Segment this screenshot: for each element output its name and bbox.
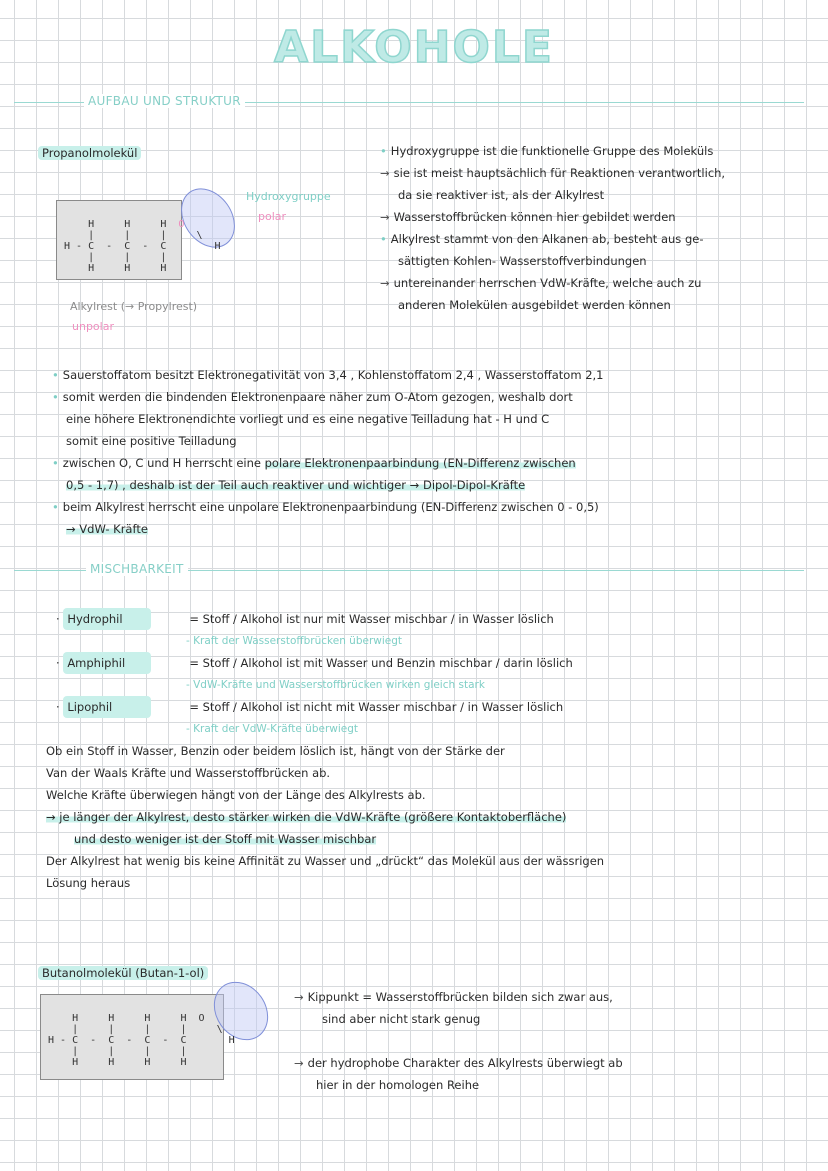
alkyl-rest-label: Alkylrest (→ Propylrest)	[70, 300, 198, 313]
body-line: somit eine positive Teilladung	[66, 434, 237, 448]
molecule-title-butanol: Butanolmolekül (Butan-1-ol)	[38, 962, 208, 984]
molecule-title-propanol: Propanolmolekül	[38, 142, 141, 164]
body-line: eine höhere Elektronendichte vorliegt und es eine negative Teilladung hat - H und C	[66, 412, 550, 426]
para-line: → je länger der Alkylrest, desto stärker wirken die VdW-Kräfte (größere Kontaktoberfläche)	[46, 810, 567, 824]
term-row-hydrophil: · Hydrophil = Stoff / Alkohol ist nur mit Wasser mischbar / in Wasser löslich	[56, 608, 816, 630]
para-line: Van der Waals Kräfte und Wasserstoffbrücken ab.	[46, 766, 331, 780]
term-note: - Kraft der Wasserstoffbrücken überwiegt	[186, 635, 403, 647]
term-row-lipophil: · Lipophil = Stoff / Alkohol ist nicht mit Wasser mischbar / in Wasser löslich	[56, 696, 816, 718]
hydroxy-group-label: Hydroxygruppe	[246, 190, 331, 203]
note-line: → untereinander herrschen VdW-Kräfte, welche auch zu	[380, 276, 702, 290]
note-line: da sie reaktiver ist, als der Alkylrest	[398, 188, 605, 202]
note-line: • Alkylrest stammt von den Alkanen ab, besteht aus ge-	[380, 232, 704, 246]
alkyl-unpolar-label: unpolar	[72, 320, 114, 333]
para-line: Welche Kräfte überwiegen hängt von der Länge des Alkylrests ab.	[46, 788, 426, 802]
propanol-structural-formula: H H H O | | | \ H - C - C - C H | | | H H H	[64, 219, 221, 274]
note-line: anderen Molekülen ausgebildet werden können	[398, 298, 671, 312]
note-line: hier in der homologen Reihe	[316, 1078, 480, 1092]
body-line: → VdW- Kräfte	[66, 522, 148, 536]
body-line: • somit werden die bindenden Elektronenpaare näher zum O-Atom gezogen, weshalb dort	[52, 390, 573, 404]
body-line: 0,5 - 1,7) , deshalb ist der Teil auch reaktiver und wichtiger → Dipol-Dipol-Kräfte	[66, 478, 526, 492]
note-line: sind aber nicht stark genug	[322, 1012, 481, 1026]
para-line: Ob ein Stoff in Wasser, Benzin oder beidem löslich ist, hängt von der Stärke der	[46, 744, 505, 758]
page-title: ALKOHOLE	[274, 22, 554, 73]
hydroxy-polar-label: polar	[258, 210, 287, 223]
term-note: - Kraft der VdW-Kräfte überwiegt	[186, 723, 359, 735]
butanol-notes	[294, 986, 794, 1096]
section-heading-miscibility: MISCHBARKEIT	[86, 562, 188, 576]
note-line: → der hydrophobe Charakter des Alkylrests überwiegt ab	[294, 1056, 623, 1070]
para-line: Der Alkylrest hat wenig bis keine Affinität zu Wasser und „drückt“ das Molekül aus der wässrigen	[46, 854, 605, 868]
body-line: • zwischen O, C und H herrscht eine polare Elektronenpaarbindung (EN-Differenz zwischen	[52, 456, 576, 470]
note-line: → Wasserstoffbrücken können hier gebildet werden	[380, 210, 676, 224]
note-line: • Hydroxygruppe ist die funktionelle Gruppe des Moleküls	[380, 144, 714, 158]
structure-notes	[380, 140, 810, 316]
note-line: → sie ist meist hauptsächlich für Reaktionen verantwortlich,	[380, 166, 726, 180]
electronegativity-notes	[52, 364, 812, 540]
miscibility-terms	[56, 608, 816, 740]
term-note: - VdW-Kräfte und Wasserstoffbrücken wirken gleich stark	[186, 679, 485, 691]
section-heading-structure: AUFBAU UND STRUKTUR	[84, 94, 245, 108]
miscibility-paragraph	[46, 740, 816, 894]
butanol-structural-formula: H H H H O | | | | \ H - C - C - C - C H | | | | H H H H	[48, 1013, 235, 1068]
para-line: und desto weniger ist der Stoff mit Wasser mischbar	[74, 832, 377, 846]
note-line: sättigten Kohlen- Wasserstoffverbindungen	[398, 254, 647, 268]
term-row-amphiphil: · Amphiphil = Stoff / Alkohol ist mit Wasser und Benzin mischbar / darin löslich	[56, 652, 816, 674]
note-line: → Kippunkt = Wasserstoffbrücken bilden sich zwar aus,	[294, 990, 613, 1004]
para-line: Lösung heraus	[46, 876, 131, 890]
body-line: • beim Alkylrest herrscht eine unpolare Elektronenpaarbindung (EN-Differenz zwischen 0 - 0,5)	[52, 500, 599, 514]
body-line: • Sauerstoffatom besitzt Elektronegativität von 3,4 , Kohlenstoffatom 2,4 , Wasserstoffatom 2,1	[52, 368, 604, 382]
